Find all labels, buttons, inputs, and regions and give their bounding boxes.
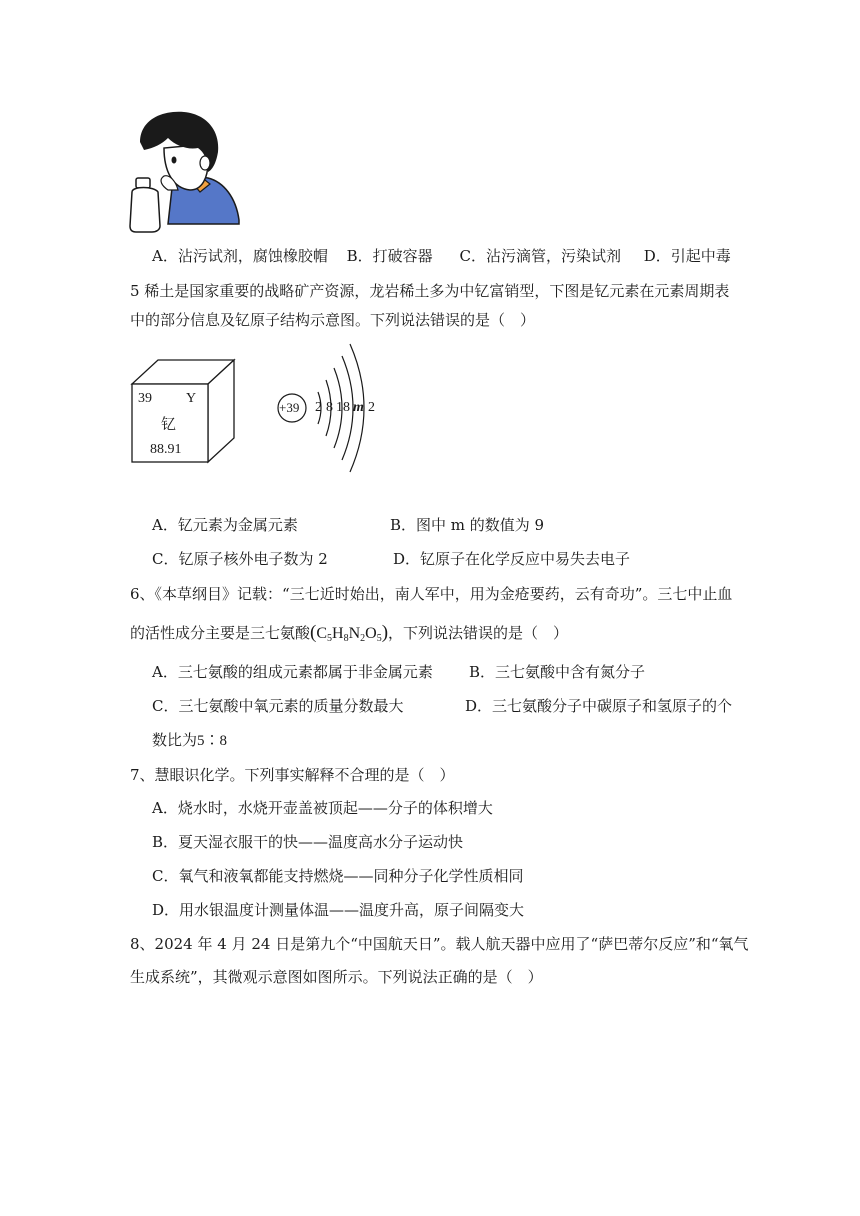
q5-option-c[interactable]: C．钇原子核外电子数为 2 (152, 550, 328, 568)
q6-option-d-continuation: 数比为5∶8 (152, 733, 228, 749)
q7-option-a[interactable]: A．烧水时，水烧开壶盖被顶起——分子的体积增大 (152, 799, 493, 817)
atom-nucleus-charge: +39 (279, 400, 300, 415)
q5-option-b[interactable]: B．图中 m 的数值为 9 (390, 516, 545, 534)
q7-option-b[interactable]: B．夏天湿衣服干的快——温度高水分子运动快 (152, 833, 464, 851)
q5-stem-line1: 5 稀土是国家重要的战略矿产资源，龙岩稀土多为中钇富销型，下图是钇元素在元素周期表 (130, 282, 730, 300)
q6-stem-line2: 的活性成分主要是三七氨酸$(C_5H_8N_2O_5)$，下列说法错误的是（ ） (130, 622, 569, 644)
q6-option-b[interactable]: B．三七氨酸中含有氮分子 (469, 663, 646, 681)
q7-option-c[interactable]: C．氧气和液氧都能支持燃烧——同种分子化学性质相同 (152, 867, 524, 885)
q5-stem-line2: 中的部分信息及钇原子结构示意图。下列说法错误的是（ ） (130, 311, 536, 329)
q4-options-row (152, 246, 731, 266)
q4-option-a[interactable]: A．沾污试剂，腐蚀橡胶帽 (152, 247, 328, 265)
element-name: 钇 (161, 415, 177, 433)
chemical-formula: $(C_5H_8N_2O_5)$ (310, 622, 389, 644)
q8-stem-line1: 8、2024 年 4 月 24 日是第九个“中国航天日”。载人航天器中应用了“萨巴蒂尔反应”和“氧气 (130, 935, 749, 953)
element-atomic-mass: 88.91 (150, 442, 182, 457)
element-atomic-number: 39 (138, 391, 152, 406)
boy-smelling-bottle-illustration (128, 108, 244, 236)
atom-shell-3: 18 (336, 400, 350, 415)
q5-option-d[interactable]: D．钇原子在化学反应中易失去电子 (393, 550, 631, 568)
q6-stem-line1: 6、《本草纲目》记载：“三七近时始出，南人军中，用为金疮要药，云有奇功”。三七中止血 (130, 585, 733, 603)
q4-option-c[interactable]: C．沾污滴管，污染试剂 (459, 247, 621, 265)
q6-option-c[interactable]: C．三七氨酸中氧元素的质量分数最大 (152, 697, 404, 715)
atom-shell-1: 2 (315, 400, 322, 415)
q5-option-a[interactable]: A．钇元素为金属元素 (152, 516, 298, 534)
q8-stem-line2: 生成系统”，其微观示意图如图所示。下列说法正确的是（ ） (130, 968, 543, 986)
q6-option-d[interactable]: D．三七氨酸分子中碳原子和氢原子的个 (465, 697, 733, 715)
atom-shell-2: 8 (326, 400, 333, 415)
q4-option-d[interactable]: D．引起中毒 (643, 247, 731, 265)
atom-shell-4: m (353, 400, 364, 415)
q7-option-d[interactable]: D．用水银温度计测量体温——温度升高，原子间隔变大 (152, 901, 525, 919)
q6-option-a[interactable]: A．三七氨酸的组成元素都属于非金属元素 (152, 663, 433, 681)
q4-option-b[interactable]: B．打破容器 (346, 247, 433, 265)
q7-stem: 7、慧眼识化学。下列事实解释不合理的是（ ） (130, 766, 455, 784)
atom-shell-5: 2 (368, 400, 375, 415)
element-card-yttrium (130, 358, 238, 466)
element-symbol: Y (186, 391, 197, 406)
